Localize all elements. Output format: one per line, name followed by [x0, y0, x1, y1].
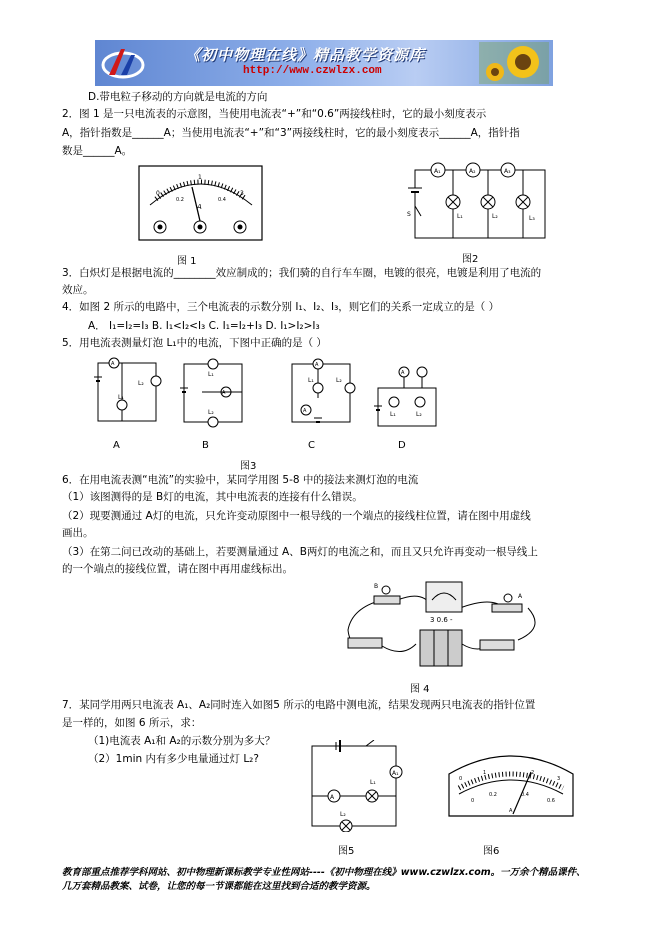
svg-text:A: A: [315, 362, 319, 368]
line-d-option: D.带电粒子移动的方向就是电流的方向: [88, 91, 268, 103]
svg-text:3: 3: [240, 190, 244, 197]
figure5-circuit: [306, 740, 404, 832]
q6-part2-line2: 画出。: [62, 527, 94, 539]
fig4-caption: 图 4: [410, 684, 430, 695]
q7-line1: 7．某同学用两只电流表 A₁、A₂同时连入如图5 所示的电路中测电流，结果发现两只电流表的指针位置: [62, 699, 536, 711]
svg-text:A₁: A₁: [434, 168, 441, 175]
fig2-caption: 图2: [462, 254, 479, 265]
option-b-label: B: [202, 440, 209, 451]
svg-text:3 0.6 -: 3 0.6 -: [430, 616, 453, 624]
svg-text:A: A: [222, 390, 226, 396]
svg-text:1: 1: [483, 770, 487, 776]
svg-text:A: A: [111, 361, 115, 367]
svg-text:A: A: [509, 808, 513, 814]
svg-text:0: 0: [156, 190, 160, 197]
svg-text:S: S: [407, 211, 411, 218]
site-logo-icon: [101, 45, 145, 81]
figure3-circuit-b: [178, 358, 248, 428]
svg-text:L₁: L₁: [118, 394, 124, 401]
svg-text:L₂: L₂: [340, 811, 346, 818]
svg-text:0.2: 0.2: [176, 197, 184, 203]
svg-text:0.4: 0.4: [521, 792, 529, 798]
svg-text:A: A: [197, 203, 202, 211]
q4-options: A． I₁=I₂=I₃ B. I₁<I₂<I₃ C. I₁=I₂+I₃ D. I₁>I₂>I₃: [88, 320, 320, 332]
svg-text:2: 2: [531, 770, 535, 776]
q6-part3-line2: 的一个端点的接线位置，请在图中再用虚线标出。: [62, 563, 293, 575]
option-d-label: D: [398, 440, 406, 451]
svg-text:0: 0: [471, 798, 475, 804]
q7-part2: （2）1min 内有多少电量通过灯 L₂?: [88, 753, 259, 765]
q6-part3-line1: （3）在第二问已改动的基础上，若要测量通过 A、B两灯的电流之和，而且又只允许再变动一根导线上: [62, 546, 538, 558]
svg-text:A: A: [303, 408, 307, 414]
fig6-caption: 图6: [483, 846, 500, 857]
q2-line1: 2．图 1 是一只电流表的示意图，当使用电流表“+”和“0.6”两接线柱时，它的最小刻度表示: [62, 108, 487, 120]
q3-line2: 效应。: [62, 284, 94, 296]
fig1-caption: 图 1: [177, 256, 197, 267]
figure1-ammeter: [138, 165, 263, 241]
sunflower-icon: [479, 42, 549, 84]
svg-text:A: A: [330, 794, 335, 801]
svg-text:L₁: L₁: [208, 371, 214, 378]
svg-text:L₁: L₁: [370, 779, 376, 786]
option-c-label: C: [308, 440, 315, 451]
figure3-circuit-c: [286, 358, 356, 428]
fig3-caption: 图3: [240, 461, 257, 472]
svg-text:L₂: L₂: [416, 411, 422, 418]
svg-text:A₁: A₁: [392, 770, 399, 777]
svg-text:A: A: [518, 593, 523, 600]
svg-text:L₁: L₁: [457, 213, 463, 220]
svg-text:1: 1: [198, 174, 202, 181]
svg-text:L₂: L₂: [138, 380, 144, 387]
q2-line3: 数是______A。: [62, 145, 133, 157]
banner-url[interactable]: http://www.czwlzx.com: [243, 65, 382, 77]
svg-text:L₂: L₂: [336, 377, 342, 384]
q3-line1: 3．白炽灯是根据电流的________效应制成的；我们骑的自行车车圈，电镀的很亮，电镀是利用了电流的: [62, 267, 542, 279]
svg-text:0.6: 0.6: [547, 798, 555, 804]
svg-text:A₃: A₃: [504, 168, 511, 175]
svg-text:0: 0: [459, 776, 463, 782]
svg-text:3: 3: [557, 776, 561, 782]
footer-line2: 几万套精品教案、试卷，让您的每一节课都能在这里找到合适的教学资源。: [62, 881, 376, 892]
figure2-circuit: [403, 162, 551, 242]
figure3-circuit-a: [92, 355, 162, 427]
figure3-circuit-d: [372, 362, 442, 428]
footer-line1: 教育部重点推荐学科网站、初中物理新课标教学专业性网站----《初中物理在线》www.czwlzx.com。一万余个精品课件、: [62, 867, 586, 878]
header-banner: [95, 40, 553, 86]
figure6-ammeter-scale: [447, 752, 575, 818]
svg-text:L₃: L₃: [529, 215, 535, 222]
option-a-label: A: [113, 440, 120, 451]
q5-line: 5．用电流表测量灯泡 L₁中的电流，下图中正确的是（ ）: [62, 337, 327, 349]
q7-line2: 是一样的，如图 6 所示，求：: [62, 717, 202, 729]
svg-text:A₂: A₂: [469, 168, 476, 175]
q7-part1: （1)电流表 A₁和 A₂的示数分别为多大？: [88, 735, 276, 747]
fig5-caption: 图5: [338, 846, 355, 857]
svg-text:B: B: [374, 583, 379, 590]
svg-text:L₁: L₁: [390, 411, 396, 418]
q4-line: 4．如图 2 所示的电路中，三个电流表的示数分别 I₁、I₂、I₃，则它们的关系一定成立的是（ ）: [62, 301, 500, 313]
q6-line: 6．在用电流表测“电流”的实验中，某同学用图 5-8 中的接法来测灯泡的电流: [62, 474, 419, 486]
svg-text:L₂: L₂: [208, 409, 214, 416]
svg-text:A: A: [401, 370, 405, 376]
svg-text:0.4: 0.4: [218, 197, 226, 203]
figure4-apparatus: [342, 578, 544, 676]
q6-part1: （1）该图测得的是 B灯的电流，其中电流表的连接有什么错误。: [62, 491, 363, 503]
q6-part2-line1: （2）现要测通过 A灯的电流，只允许变动原图中一根导线的一个端点的接线柱位置，请在图中用虚线: [62, 510, 531, 522]
svg-text:L₂: L₂: [492, 213, 498, 220]
q2-line2: A，指针指数是______A；当使用电流表“+”和“3”两接线柱时，它的最小刻度表示______A，指针指: [62, 127, 520, 139]
svg-text:0.2: 0.2: [489, 792, 497, 798]
banner-title: 《初中物理在线》精品教学资源库: [185, 46, 426, 64]
svg-text:L₁: L₁: [308, 377, 314, 384]
